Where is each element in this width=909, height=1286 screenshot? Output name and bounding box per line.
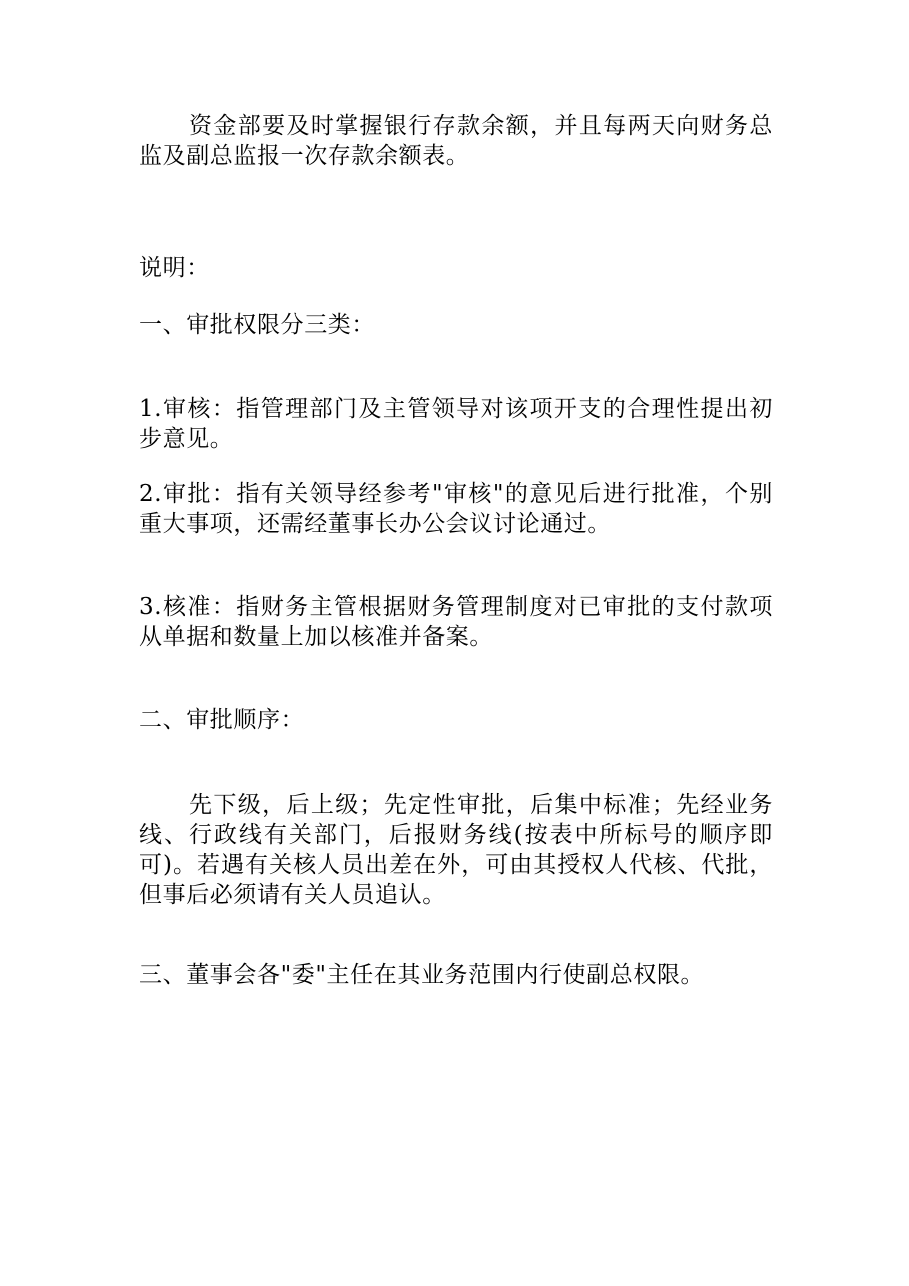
heading-explanation: 说明： <box>139 255 210 281</box>
heading-approval-authority: 一、审批权限分三类： <box>139 312 375 338</box>
paragraph-approval-order-detail: 先下级，后上级；先定性审批，后集中标准；先经业务线、行政线有关部门，后报财务线(按表中所标号的顺序即可)。若遇有关核人员出差在外，可由其授权人代核、代批，但事后必须请有关人员追认。 <box>139 792 773 908</box>
paragraph-verification-definition: 3.核准：指财务主管根据财务管理制度对已审批的支付款项从单据和数量上加以核准并备案。 <box>139 594 773 650</box>
paragraph-deposit-balance: 资金部要及时掌握银行存款余额，并且每两天向财务总监及副总监报一次存款余额表。 <box>139 113 773 169</box>
paragraph-approval-definition: 2.审批：指有关领导经参考"审核"的意见后进行批准，个别重大事项，还需经董事长办公会议讨论通过。 <box>139 481 773 537</box>
paragraph-committee-authority: 三、董事会各"委"主任在其业务范围内行使副总权限。 <box>139 962 705 988</box>
heading-approval-order: 二、审批顺序： <box>139 707 305 733</box>
paragraph-review-definition: 1.审核：指管理部门及主管领导对该项开支的合理性提出初步意见。 <box>139 396 773 452</box>
